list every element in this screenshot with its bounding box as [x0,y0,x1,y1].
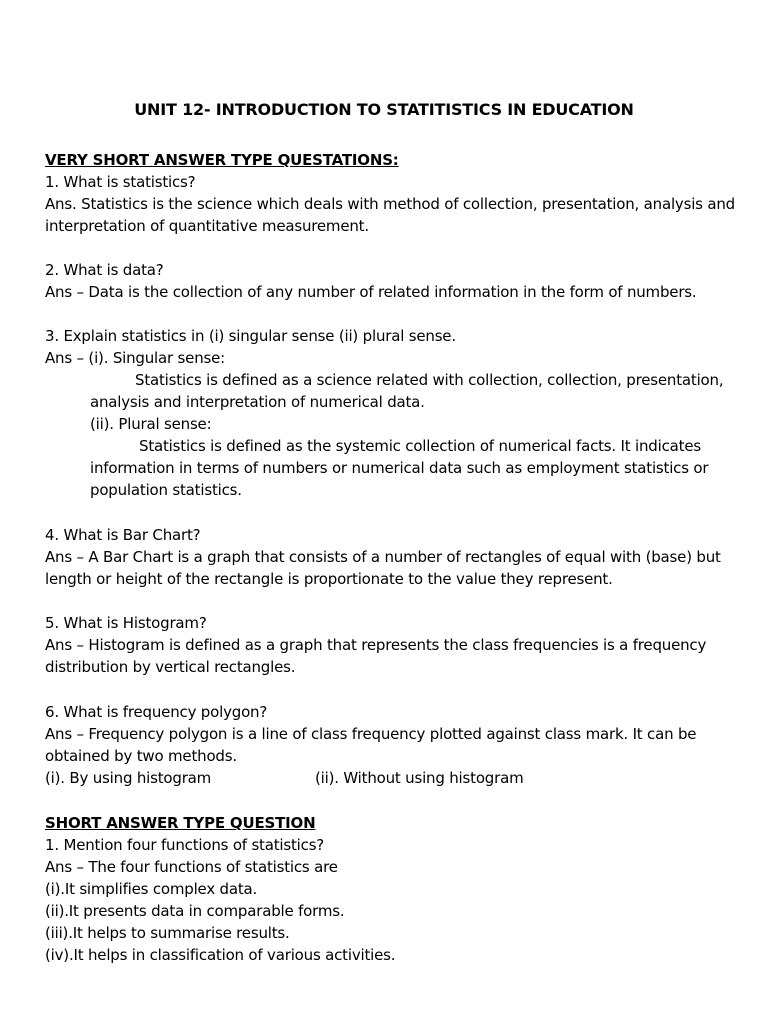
short-question-1: 1. Mention four functions of statistics? [45,836,325,854]
answer-1-line-1: Ans. Statistics is the science which deals with method of collection, presentation, analysis and [45,195,735,213]
question-2: 2. What is data? [45,261,164,279]
answer-1-line-2: interpretation of quantitative measurement. [45,217,369,235]
question-3: 3. Explain statistics in (i) singular sense (ii) plural sense. [45,327,456,345]
short-answer-1-line-4: (iii).It helps to summarise results. [45,924,290,942]
answer-3-line-3: analysis and interpretation of numerical data. [90,393,425,411]
answer-6-line-2: obtained by two methods. [45,747,237,765]
answer-2: Ans – Data is the collection of any number of related information in the form of numbers. [45,283,697,301]
short-answer-1-line-3: (ii).It presents data in comparable forms. [45,902,345,920]
short-answer-1-line-1: Ans – The four functions of statistics are [45,858,338,876]
answer-5-line-1: Ans – Histogram is defined as a graph that represents the class frequencies is a frequency [45,636,707,654]
answer-4-line-1: Ans – A Bar Chart is a graph that consists of a number of rectangles of equal with (base) but [45,548,721,566]
question-5: 5. What is Histogram? [45,614,207,632]
short-answer-1-line-2: (i).It simplifies complex data. [45,880,258,898]
question-1: 1. What is statistics? [45,173,196,191]
answer-3-line-4: (ii). Plural sense: [90,415,212,433]
answer-3-line-6: information in terms of numbers or numerical data such as employment statistics or [90,459,709,477]
section-heading-very-short: VERY SHORT ANSWER TYPE QUESTATIONS: [45,151,399,169]
answer-4-line-2: length or height of the rectangle is proportionate to the value they represent. [45,570,613,588]
page-title: UNIT 12- INTRODUCTION TO STATITISTICS IN EDUCATION [134,100,634,119]
answer-6-line-1: Ans – Frequency polygon is a line of class frequency plotted against class mark. It can be [45,725,697,743]
section-heading-short: SHORT ANSWER TYPE QUESTION [45,814,316,832]
answer-6-option-2: (ii). Without using histogram [315,769,524,787]
answer-5-line-2: distribution by vertical rectangles. [45,658,296,676]
question-4: 4. What is Bar Chart? [45,526,201,544]
answer-3-line-1: Ans – (i). Singular sense: [45,349,225,367]
answer-6-option-1: (i). By using histogram [45,769,212,787]
answer-3-line-7: population statistics. [90,481,242,499]
short-answer-1-line-5: (iv).It helps in classification of various activities. [45,946,396,964]
answer-3-line-2: Statistics is defined as a science related with collection, collection, presentation, [135,371,724,389]
question-6: 6. What is frequency polygon? [45,703,268,721]
answer-3-line-5: Statistics is defined as the systemic collection of numerical facts. It indicates [139,437,701,455]
